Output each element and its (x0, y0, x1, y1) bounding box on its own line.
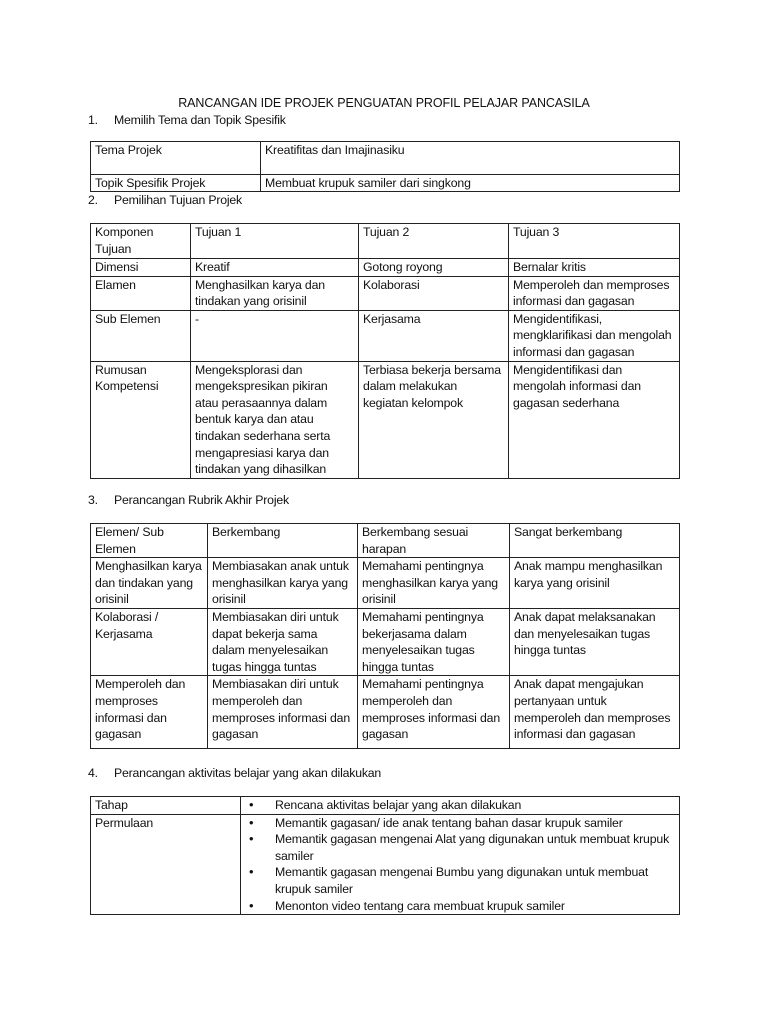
bullet-list (245, 797, 675, 814)
activity-plan-table (90, 796, 680, 915)
section-number: 2. (88, 193, 98, 207)
table-cell: Terbiasa bekerja bersama dalam melakukan kegiatan kelompok (359, 361, 509, 478)
section-heading-3 (88, 492, 289, 509)
table-cell: Menghasilkan karya dan tindakan yang orisinil (191, 276, 359, 310)
list-item: • Rencana aktivitas belajar yang akan dilakukan (275, 797, 675, 814)
list-item: • Memantik gagasan mengenai Alat yang digunakan untuk membuat krupuk samiler (275, 831, 675, 864)
table-cell: Memahami pentingnya menghasilkan karya yang orisinil (358, 558, 510, 609)
section-heading-1 (88, 112, 286, 129)
table-cell: Anak dapat mengajukan pertanyaan untuk memperoleh dan memproses informasi dan gagasan (510, 676, 680, 749)
bullet-list (245, 815, 675, 915)
table-cell: Mengeksplorasi dan mengekspresikan pikiran atau perasaannya dalam bentuk karya dan atau tindakan sederhana serta mengapresiasi karya dan tindakan yang dihasilkan (191, 361, 359, 478)
table-header-row (91, 797, 680, 815)
table-header-cell: Komponen Tujuan (91, 224, 191, 259)
table-cell: Dimensi (91, 259, 191, 277)
section-title: Perancangan Rubrik Akhir Projek (114, 493, 289, 507)
table-row (91, 814, 680, 915)
table-cell: Gotong royong (359, 259, 509, 277)
project-goals-table (90, 223, 680, 479)
theme-topic-table (90, 141, 680, 192)
table-row (91, 142, 680, 175)
table-cell: Menghasilkan karya dan tindakan yang orisinil (91, 558, 208, 609)
table-cell: Mengidentifikasi dan mengolah informasi dan gagasan sederhana (509, 361, 680, 478)
table-cell: Membiasakan diri untuk dapat bekerja sama dalam menyelesaikan tugas hingga tuntas (208, 608, 358, 675)
table-header-cell: Tujuan 1 (191, 224, 359, 259)
table-cell: - (191, 310, 359, 361)
section-number: 3. (88, 493, 98, 507)
table-header-cell: Tujuan 2 (359, 224, 509, 259)
table-cell: Elamen (91, 276, 191, 310)
table-row (91, 259, 680, 277)
table-cell (241, 814, 680, 915)
list-item: • Memantik gagasan/ ide anak tentang bahan dasar krupuk samiler (275, 815, 675, 832)
rubric-table (90, 523, 680, 749)
table-header-cell: Elemen/ Sub Elemen (91, 524, 208, 558)
list-item: • Menonton video tentang cara membuat krupuk samiler (275, 898, 675, 915)
table-header-cell: Berkembang (208, 524, 358, 558)
table-cell: Kerjasama (359, 310, 509, 361)
table-cell: Anak dapat melaksanakan dan menyelesaikan tugas hingga tuntas (510, 608, 680, 675)
table-cell: Kreatifitas dan Imajinasiku (261, 142, 680, 175)
list-item: • Memantik gagasan mengenai Bumbu yang digunakan untuk membuat krupuk samiler (275, 864, 675, 897)
table-header-cell: Sangat berkembang (510, 524, 680, 558)
table-header-cell: Tujuan 3 (509, 224, 680, 259)
table-cell: Mengidentifikasi, mengklarifikasi dan mengolah informasi dan gagasan (509, 310, 680, 361)
table-row (91, 276, 680, 310)
table-cell: Bernalar kritis (509, 259, 680, 277)
table-header-cell: Tahap (91, 797, 241, 815)
table-cell: Topik Spesifik Projek (91, 175, 261, 192)
table-row (91, 676, 680, 749)
table-cell: Kolaborasi / Kerjasama (91, 608, 208, 675)
table-cell: Memahami pentingnya bekerjasama dalam menyelesaikan tugas hingga tuntas (358, 608, 510, 675)
table-cell: Kolaborasi (359, 276, 509, 310)
table-header-cell: Berkembang sesuai harapan (358, 524, 510, 558)
table-cell: Memperoleh dan memproses informasi dan gagasan (509, 276, 680, 310)
section-title: Memilih Tema dan Topik Spesifik (114, 113, 286, 127)
table-header-cell (241, 797, 680, 815)
table-cell: Membuat krupuk samiler dari singkong (261, 175, 680, 192)
table-header-row (91, 224, 680, 259)
section-number: 4. (88, 766, 98, 780)
table-row (91, 558, 680, 609)
document-title: RANCANGAN IDE PROJEK PENGUATAN PROFIL PELAJAR PANCASILA (178, 96, 590, 110)
table-row (91, 361, 680, 478)
table-cell: Kreatif (191, 259, 359, 277)
table-row (91, 608, 680, 675)
table-cell: Rumusan Kompetensi (91, 361, 191, 478)
section-heading-4 (88, 765, 382, 782)
table-cell: Membiasakan anak untuk menghasilkan karya yang orisinil (208, 558, 358, 609)
table-cell: Tema Projek (91, 142, 261, 175)
table-cell: Anak mampu menghasilkan karya yang orisinil (510, 558, 680, 609)
section-title: Perancangan aktivitas belajar yang akan dilakukan (114, 766, 382, 780)
section-title: Pemilihan Tujuan Projek (114, 193, 243, 207)
table-cell: Permulaan (91, 814, 241, 915)
table-header-row (91, 524, 680, 558)
table-cell: Memahami pentingnya memperoleh dan memproses informasi dan gagasan (358, 676, 510, 749)
table-cell: Membiasakan diri untuk memperoleh dan memproses informasi dan gagasan (208, 676, 358, 749)
table-row (91, 310, 680, 361)
section-heading-2 (88, 192, 243, 209)
table-row (91, 175, 680, 192)
section-number: 1. (88, 113, 98, 127)
table-cell: Memperoleh dan memproses informasi dan gagasan (91, 676, 208, 749)
table-cell: Sub Elemen (91, 310, 191, 361)
